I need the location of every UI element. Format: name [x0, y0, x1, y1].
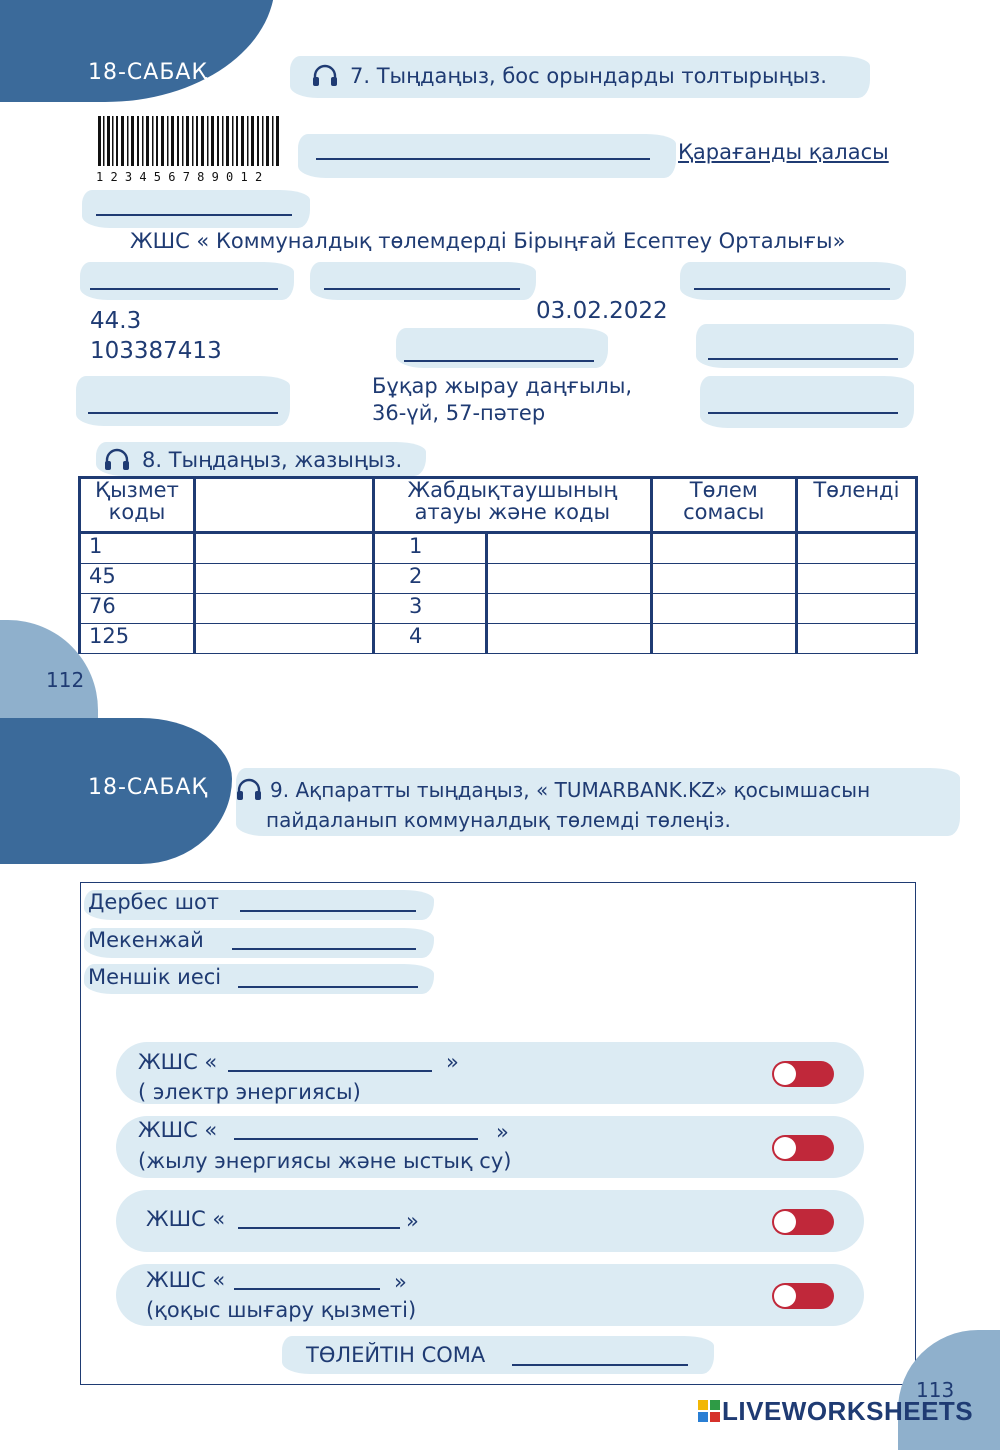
blank-field[interactable] [316, 158, 650, 160]
answer-cell[interactable] [796, 624, 916, 654]
owner-label: Меншік иесі [88, 965, 222, 989]
table-row [80, 564, 917, 594]
blank-field[interactable] [708, 358, 898, 360]
table-row [80, 624, 917, 654]
barcode-number: 1 2 3 4 5 6 7 8 9 0 1 2 [96, 170, 263, 184]
blank-field[interactable] [708, 412, 898, 414]
table-row [80, 594, 917, 624]
barcode [96, 116, 284, 182]
answer-cell[interactable] [651, 533, 796, 564]
account-value: 103387413 [90, 338, 222, 364]
header-service-code: Қызмет коды [80, 478, 195, 533]
header-payment-amount: Төлем сомасы [651, 478, 796, 533]
table-row [80, 533, 917, 564]
answer-cell[interactable] [796, 564, 916, 594]
answer-cell[interactable] [651, 564, 796, 594]
service-code-cell: 45 [80, 564, 195, 594]
task9-line-1: 9. Ақпаратты тыңдаңыз, « TUMARBANK.KZ» қосымшасын [270, 778, 871, 802]
answer-cell[interactable] [195, 624, 374, 654]
service-prefix: ЖШС « [146, 1268, 226, 1292]
blank-field[interactable] [324, 288, 520, 290]
service-toggle[interactable] [772, 1061, 834, 1087]
headphones-icon [236, 778, 262, 802]
task7-title: 7. Тыңдаңыз, бос орындарды толтырыңыз. [350, 64, 827, 88]
total-label: ТӨЛЕЙТІН СОМА [306, 1343, 486, 1367]
service-suffix: » [394, 1270, 407, 1294]
service-code-cell: 125 [80, 624, 195, 654]
page-number-left: 112 [46, 668, 85, 692]
lesson-banner-top [0, 0, 275, 102]
service-code-cell: 76 [80, 594, 195, 624]
service-suffix: » [446, 1050, 459, 1074]
service-code-cell: 1 [80, 533, 195, 564]
header-paid: Төленді [796, 478, 916, 533]
total-field[interactable] [512, 1364, 688, 1366]
answer-cell[interactable] [195, 564, 374, 594]
service-name-field[interactable] [234, 1288, 380, 1290]
headphones-icon [104, 448, 130, 472]
lesson-label-bottom: 18-САБАҚ [88, 775, 209, 800]
liveworksheets-logo [698, 1395, 974, 1426]
blank-field[interactable] [404, 360, 594, 362]
answer-cell[interactable] [487, 594, 652, 624]
service-description: (жылу энергиясы және ыстық су) [138, 1149, 512, 1173]
answer-cell[interactable] [487, 624, 652, 654]
blank-field[interactable] [96, 214, 292, 216]
date-value: 03.02.2022 [536, 298, 668, 324]
task8-title: 8. Тыңдаңыз, жазыңыз. [142, 448, 403, 472]
answer-cell[interactable] [796, 594, 916, 624]
blank-field[interactable] [694, 288, 890, 290]
service-toggle[interactable] [772, 1283, 834, 1309]
blank-field[interactable] [90, 288, 278, 290]
service-third [116, 1190, 864, 1252]
service-suffix: » [496, 1120, 509, 1144]
address-line-1: Бұқар жырау даңғылы, [372, 374, 633, 398]
answer-cell[interactable] [487, 533, 652, 564]
lesson-label-top: 18-САБАҚ [88, 60, 209, 85]
supplier-number-cell: 2 [374, 564, 487, 594]
blank-field[interactable] [88, 412, 278, 414]
answer-cell[interactable] [195, 594, 374, 624]
address-field[interactable] [232, 948, 416, 950]
address-label: Мекенжай [88, 928, 204, 952]
city-label: Қарағанды қаласы [678, 140, 889, 164]
service-toggle[interactable] [772, 1135, 834, 1161]
headphones-icon [312, 64, 338, 88]
services-table [78, 476, 918, 654]
service-prefix: ЖШС « [146, 1207, 226, 1231]
answer-cell[interactable] [651, 624, 796, 654]
owner-field[interactable] [238, 986, 418, 988]
answer-cell[interactable] [195, 533, 374, 564]
supplier-number-cell: 3 [374, 594, 487, 624]
supplier-number-cell: 1 [374, 533, 487, 564]
address-line-2: 36-үй, 57-пәтер [372, 401, 546, 425]
service-description: ( электр энергиясы) [138, 1080, 361, 1104]
service-toggle[interactable] [772, 1209, 834, 1235]
answer-cell[interactable] [796, 533, 916, 564]
area-value: 44.3 [90, 308, 142, 334]
personal-account-label: Дербес шот [88, 890, 220, 914]
service-name-field[interactable] [238, 1227, 400, 1229]
task9-line-2: пайдаланып коммуналдық төлемді төлеңіз. [266, 808, 731, 832]
brand-icon [698, 1400, 720, 1422]
service-name-field[interactable] [228, 1070, 432, 1072]
answer-cell[interactable] [651, 594, 796, 624]
service-description: (қоқыс шығару қызметі) [146, 1298, 417, 1322]
supplier-number-cell: 4 [374, 624, 487, 654]
header-supplier: Жабдықтаушының атауы және коды [374, 478, 652, 533]
service-prefix: ЖШС « [138, 1050, 218, 1074]
service-name-field[interactable] [234, 1138, 478, 1140]
service-suffix: » [406, 1209, 419, 1233]
brand-text: LIVEWORKSHEETS [722, 1395, 974, 1426]
service-prefix: ЖШС « [138, 1118, 218, 1142]
page-number-right: 113 [916, 1378, 955, 1402]
answer-cell[interactable] [487, 564, 652, 594]
company-name: ЖШС « Коммуналдық төлемдерді Бірыңғай Есептеу Орталығы» [130, 229, 846, 253]
personal-account-field[interactable] [240, 910, 416, 912]
